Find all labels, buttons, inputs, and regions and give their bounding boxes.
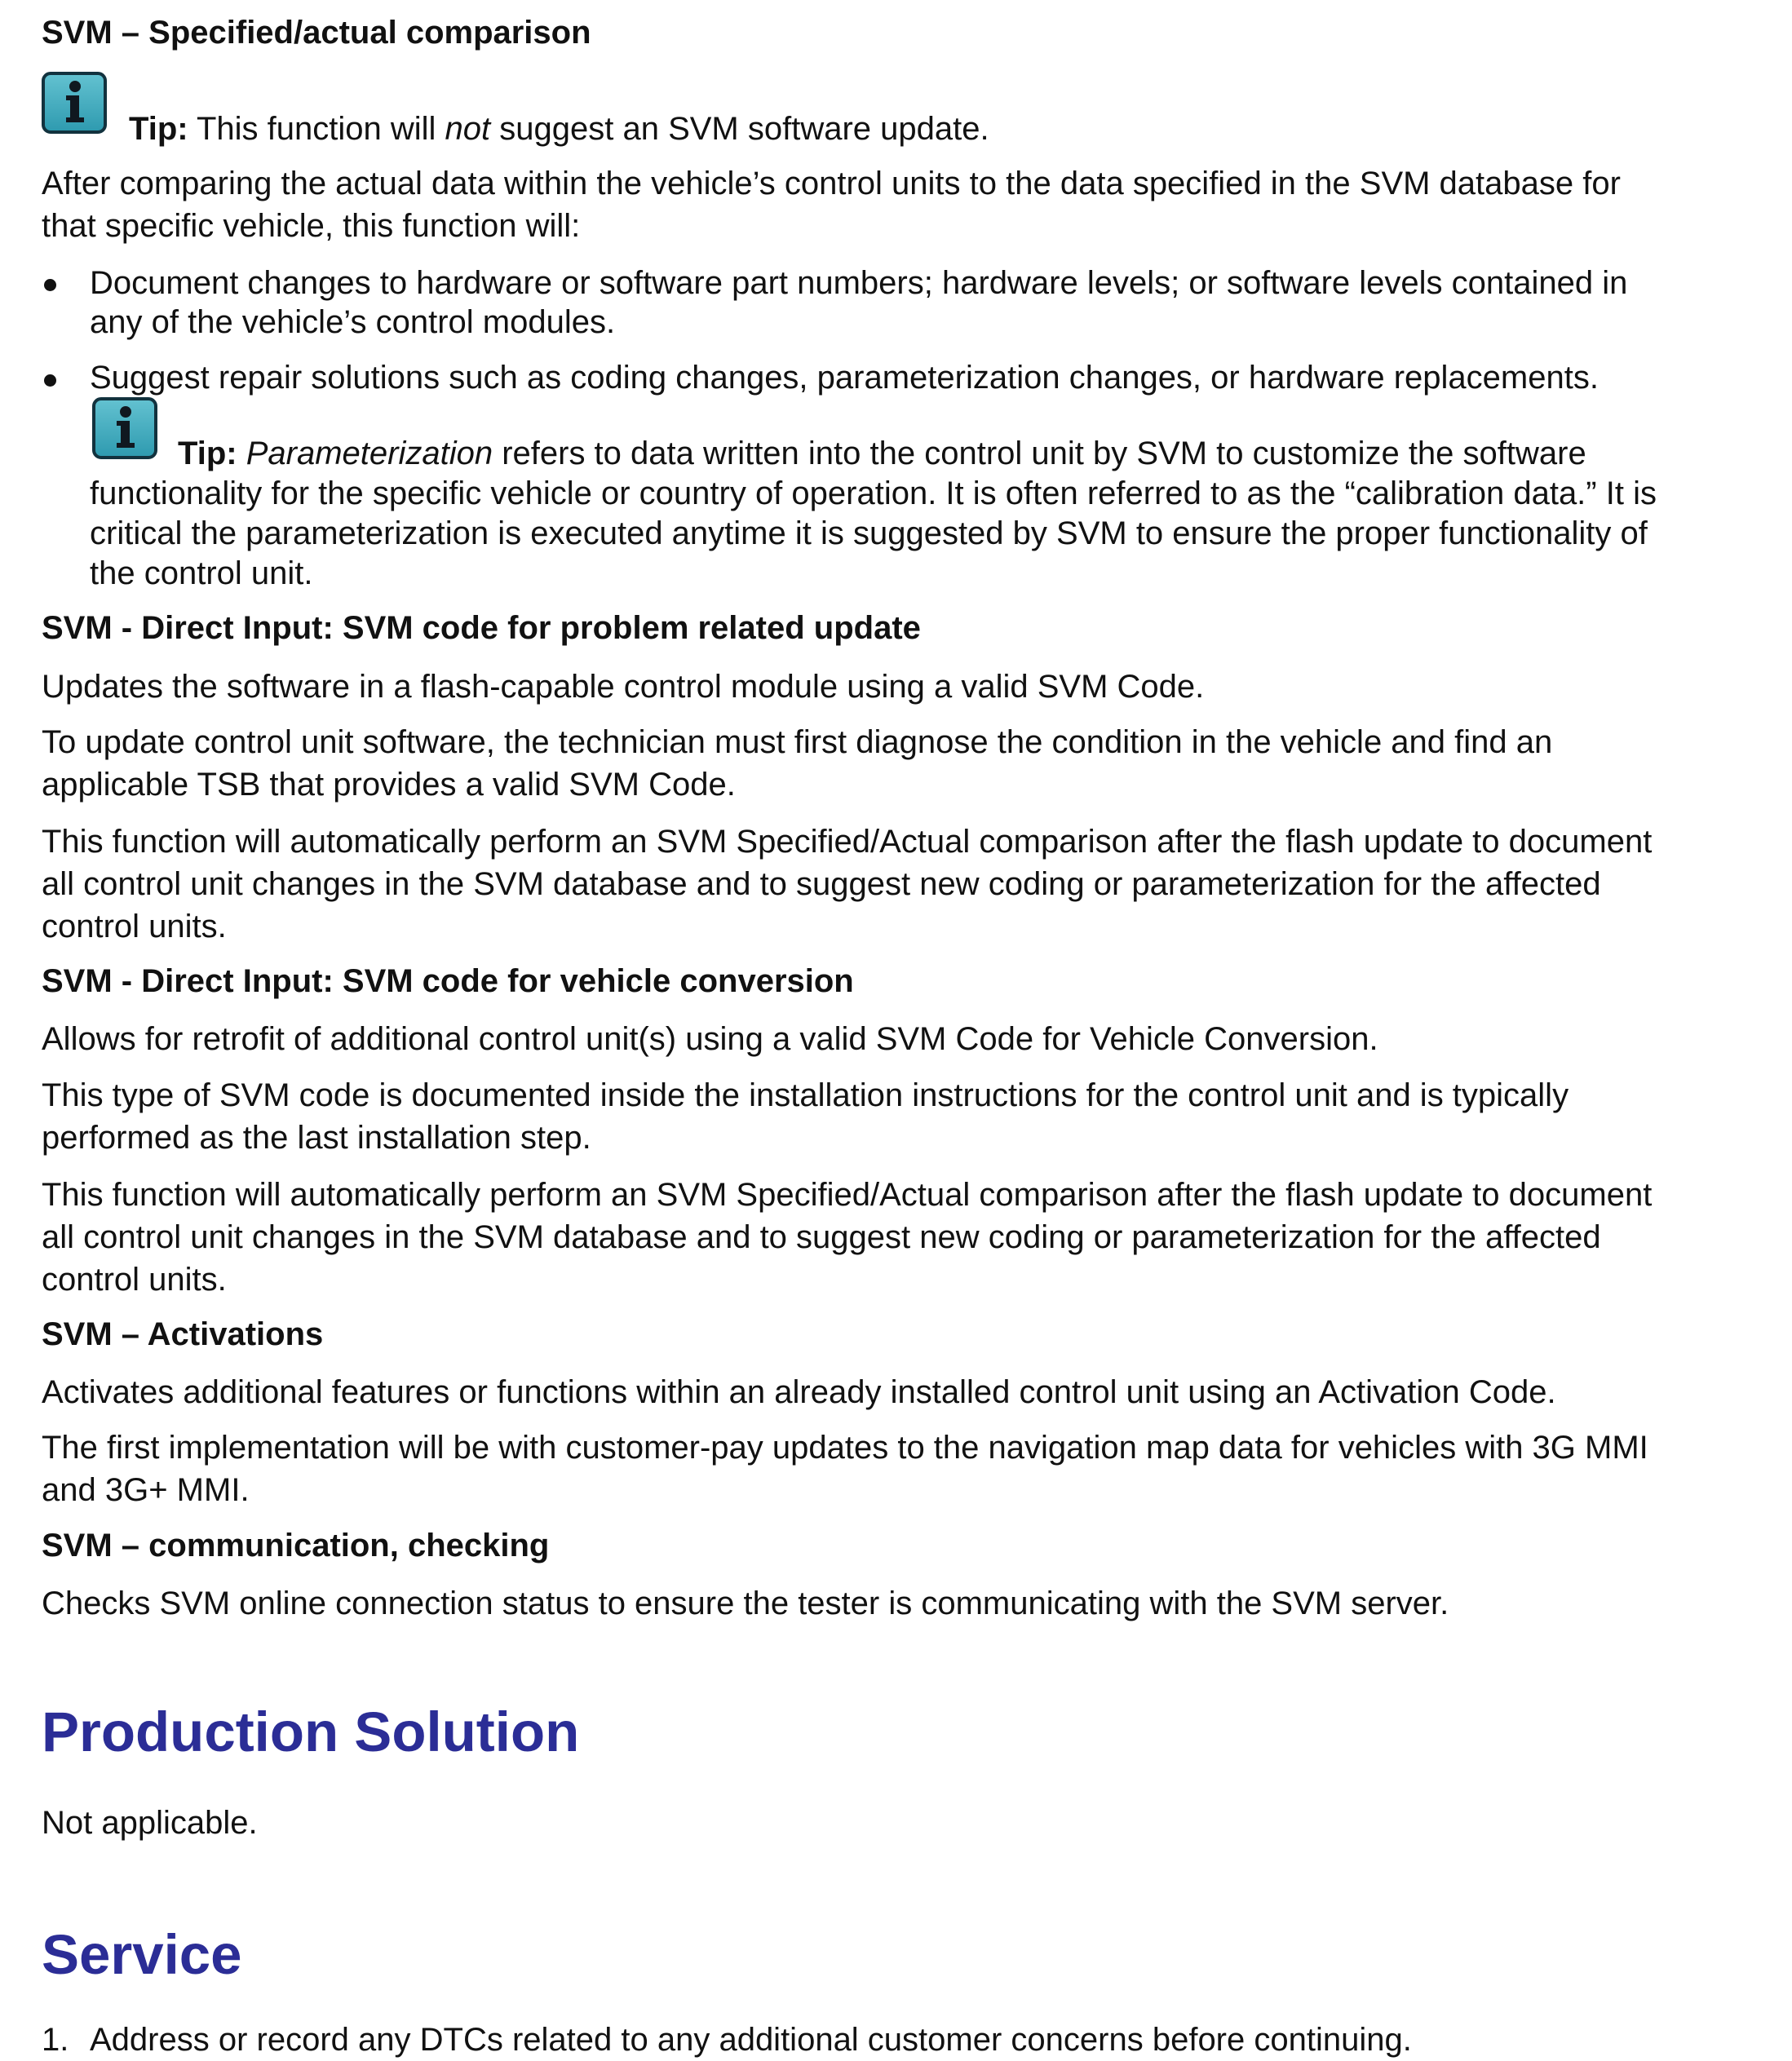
production-solution-text: Not applicable.	[42, 1805, 258, 1841]
paragraph-line: After comparing the actual data within the vehicle’s control units to the data specified in the SVM database for	[42, 166, 1621, 201]
bullet-line: Suggest repair solutions such as coding changes, parameterization changes, or hardware replacements.	[90, 360, 1599, 396]
paragraph-line: This function will automatically perform an SVM Specified/Actual comparison after the flash update to document	[42, 824, 1653, 860]
paragraph-line: Allows for retrofit of additional control unit(s) using a valid SVM Code for Vehicle Conversion.	[42, 1021, 1378, 1057]
paragraph-line: that specific vehicle, this function will:	[42, 208, 581, 244]
paragraph-line: The first implementation will be with customer-pay updates to the navigation map data for vehicles with 3G MMI	[42, 1430, 1648, 1466]
tip-text: This function will	[196, 111, 445, 147]
paragraph-line: control units.	[42, 909, 227, 944]
section-heading-vehicle-conversion: SVM - Direct Input: SVM code for vehicle conversion	[42, 963, 854, 999]
tip-parameterization	[178, 436, 1586, 472]
service-step-text: Address or record any DTCs related to any additional customer concerns before continuing.	[90, 2022, 1412, 2058]
service-heading: Service	[42, 1923, 242, 1986]
info-icon	[42, 72, 107, 134]
bullet-line: Document changes to hardware or software part numbers; hardware levels; or software levels contained in	[90, 265, 1628, 301]
paragraph-line: This function will automatically perform an SVM Specified/Actual comparison after the flash update to document	[42, 1177, 1653, 1213]
paragraph-line: control units.	[42, 1262, 227, 1298]
info-icon	[92, 397, 157, 459]
tip-line: functionality for the specific vehicle or country of operation. It is often referred to as the “calibration data.” It is	[90, 475, 1657, 511]
tip-line: the control unit.	[90, 555, 313, 591]
section-heading-comparison: SVM – Specified/actual comparison	[42, 15, 591, 51]
tip-emphasis: not	[445, 111, 491, 147]
service-step-number: 1.	[42, 2022, 69, 2058]
paragraph-line: Checks SVM online connection status to ensure the tester is communicating with the SVM server.	[42, 1586, 1449, 1621]
paragraph-line: performed as the last installation step.	[42, 1120, 591, 1156]
tip-label: Tip:	[129, 111, 188, 147]
section-heading-problem-update: SVM - Direct Input: SVM code for problem related update	[42, 610, 921, 646]
paragraph-line: all control unit changes in the SVM database and to suggest new coding or parameterization for the affected	[42, 866, 1601, 902]
section-heading-communication: SVM – communication, checking	[42, 1528, 550, 1563]
tip-text: suggest an SVM software update.	[490, 111, 989, 147]
paragraph-line: This type of SVM code is documented inside the installation instructions for the control unit and is typically	[42, 1077, 1569, 1113]
tip-label: Tip:	[178, 436, 237, 471]
production-solution-heading: Production Solution	[42, 1701, 580, 1763]
tip-comparison	[129, 111, 989, 148]
paragraph-line: all control unit changes in the SVM database and to suggest new coding or parameterization for the affected	[42, 1219, 1601, 1255]
paragraph-line: and 3G+ MMI.	[42, 1472, 250, 1508]
section-heading-activations: SVM – Activations	[42, 1316, 324, 1352]
paragraph-line: Activates additional features or functions within an already installed control unit using an Activation Code.	[42, 1374, 1556, 1410]
tip-emphasis: Parameterization	[246, 436, 493, 471]
tip-text: refers to data written into the control unit by SVM to customize the software	[493, 436, 1586, 471]
paragraph-line: applicable TSB that provides a valid SVM Code.	[42, 767, 736, 803]
bullet-line: any of the vehicle’s control modules.	[90, 304, 616, 340]
bullet-marker	[44, 279, 56, 291]
tip-line: critical the parameterization is executed anytime it is suggested by SVM to ensure the proper functionality of	[90, 515, 1648, 551]
bullet-marker	[44, 374, 56, 387]
paragraph-line: To update control unit software, the technician must first diagnose the condition in the vehicle and find an	[42, 724, 1553, 760]
paragraph-line: Updates the software in a flash-capable control module using a valid SVM Code.	[42, 669, 1205, 705]
